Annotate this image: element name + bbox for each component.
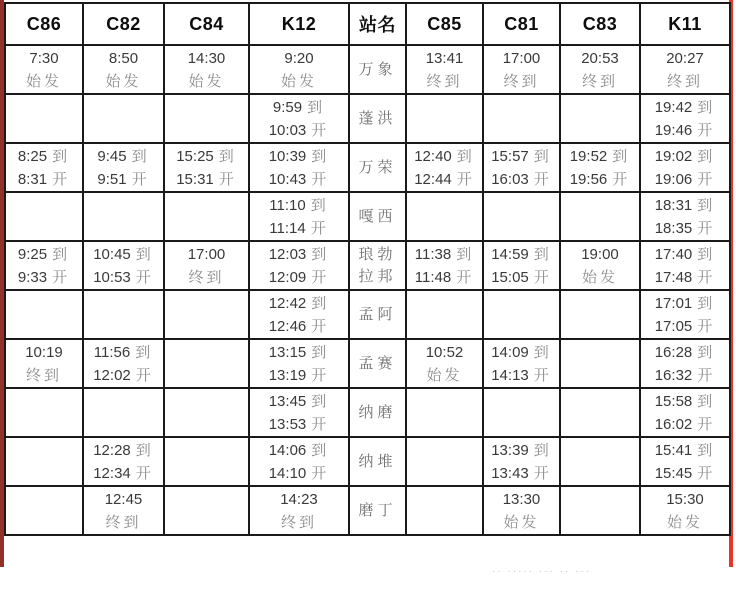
time-cell: [83, 339, 164, 388]
timetable-body: [5, 45, 730, 535]
time-cell: [249, 437, 349, 486]
time-cell: [640, 45, 730, 94]
time-line: 12:02 开: [93, 366, 154, 384]
time-cell: [640, 388, 730, 437]
time-line: 10:43 开: [268, 170, 330, 188]
time-cell: [406, 486, 483, 535]
time-line: 14:23: [280, 490, 318, 508]
time-cell: [483, 241, 560, 290]
time-line: 14:59 到: [491, 245, 552, 263]
station-row: [5, 290, 730, 339]
header-row: [5, 3, 730, 45]
time-line: 19:52 到: [569, 147, 631, 165]
station-name-cell: 嘎西: [349, 192, 406, 241]
station-row: [5, 192, 730, 241]
time-cell: [5, 241, 83, 290]
time-cell: [560, 94, 640, 143]
time-line: 9:45 到: [97, 147, 150, 165]
time-line: 13:53 开: [268, 415, 330, 433]
time-cell: [5, 388, 83, 437]
time-cell: [640, 241, 730, 290]
time-cell: [640, 486, 730, 535]
time-cell: [164, 290, 249, 339]
time-line: 19:06 开: [654, 170, 716, 188]
time-line: 15:45 开: [654, 464, 716, 482]
time-cell: [5, 486, 83, 535]
station-row: [5, 437, 730, 486]
time-line: 18:35 开: [654, 219, 716, 237]
time-line: 终到: [581, 72, 618, 90]
time-cell: [483, 339, 560, 388]
time-line: 始发: [188, 72, 225, 90]
column-header-K11: K11: [640, 3, 730, 45]
time-line: 始发: [426, 366, 463, 384]
time-line: 10:45 到: [93, 245, 154, 263]
station-row: [5, 388, 730, 437]
time-line: 14:10 开: [268, 464, 330, 482]
time-line: 19:00: [581, 245, 619, 263]
time-cell: [560, 241, 640, 290]
time-cell: [249, 94, 349, 143]
time-line: 终到: [503, 72, 540, 90]
station-row: [5, 339, 730, 388]
time-cell: [249, 290, 349, 339]
time-line: 11:56 到: [93, 343, 154, 361]
train-timetable: [4, 2, 731, 536]
time-line: 12:34 开: [93, 464, 154, 482]
station-name-cell: 纳磨: [349, 388, 406, 437]
time-cell: [164, 94, 249, 143]
column-header-C84: C84: [164, 3, 249, 45]
time-cell: [83, 192, 164, 241]
time-line: 14:06 到: [268, 441, 330, 459]
watermark: ·· ····· ··· ·· ···: [492, 566, 592, 577]
station-name-cell: 孟阿: [349, 290, 406, 339]
time-line: 9:59 到: [272, 98, 326, 116]
time-cell: [83, 45, 164, 94]
time-cell: [249, 241, 349, 290]
time-cell: [640, 437, 730, 486]
column-header-C83: C83: [560, 3, 640, 45]
time-cell: [249, 192, 349, 241]
station-row: [5, 241, 730, 290]
time-cell: [640, 94, 730, 143]
time-cell: [83, 388, 164, 437]
time-line: 13:43 开: [491, 464, 552, 482]
time-cell: [560, 486, 640, 535]
time-line: 16:03 开: [491, 170, 552, 188]
time-cell: [249, 339, 349, 388]
time-cell: [249, 388, 349, 437]
time-line: 17:48 开: [654, 268, 716, 286]
time-line: 终到: [426, 72, 463, 90]
time-line: 18:31 到: [654, 196, 716, 214]
time-line: 8:25 到: [17, 147, 71, 165]
time-line: 15:25 到: [176, 147, 237, 165]
time-line: 始发: [280, 72, 317, 90]
time-cell: [164, 437, 249, 486]
time-line: 8:50: [108, 49, 139, 67]
time-line: 10:52: [425, 343, 464, 361]
time-line: 17:00: [502, 49, 541, 67]
time-cell: [406, 143, 483, 192]
column-header-站名: 站名: [349, 3, 406, 45]
time-line: 9:33 开: [17, 268, 71, 286]
time-cell: [83, 241, 164, 290]
time-cell: [5, 192, 83, 241]
time-line: 15:05 开: [491, 268, 552, 286]
time-line: 11:14 开: [269, 219, 329, 237]
time-cell: [164, 388, 249, 437]
time-line: 13:19 开: [268, 366, 330, 384]
time-cell: [249, 486, 349, 535]
time-cell: [164, 192, 249, 241]
station-name-cell: 孟赛: [349, 339, 406, 388]
time-cell: [164, 143, 249, 192]
time-cell: [406, 45, 483, 94]
time-cell: [164, 241, 249, 290]
time-cell: [5, 94, 83, 143]
time-line: 19:46 开: [654, 121, 716, 139]
time-line: 始发: [503, 513, 540, 531]
time-line: 12:28 到: [93, 441, 154, 459]
time-line: 终到: [666, 72, 703, 90]
column-header-C86: C86: [5, 3, 83, 45]
time-cell: [406, 388, 483, 437]
time-cell: [483, 94, 560, 143]
time-line: 19:02 到: [654, 147, 716, 165]
time-line: 7:30: [29, 49, 59, 67]
time-line: 终到: [25, 366, 62, 384]
time-line: 12:03 到: [268, 245, 330, 263]
time-line: 终到: [188, 268, 225, 286]
station-name-cell: 琅勃拉邦: [349, 241, 406, 290]
time-line: 17:40 到: [654, 245, 716, 263]
time-line: 13:41: [425, 49, 464, 67]
time-cell: [483, 290, 560, 339]
time-line: 11:10 到: [269, 196, 329, 214]
time-cell: [83, 437, 164, 486]
time-line: 15:58 到: [654, 392, 716, 410]
time-cell: [83, 486, 164, 535]
time-line: 9:20: [284, 49, 314, 67]
time-cell: [5, 339, 83, 388]
time-line: 15:57 到: [491, 147, 552, 165]
column-header-C82: C82: [83, 3, 164, 45]
time-line: 12:40 到: [414, 147, 475, 165]
time-cell: [560, 192, 640, 241]
time-line: 12:46 开: [268, 317, 330, 335]
time-cell: [640, 192, 730, 241]
time-line: 13:15 到: [268, 343, 330, 361]
time-line: 16:32 开: [654, 366, 716, 384]
time-cell: [560, 437, 640, 486]
time-cell: [640, 290, 730, 339]
time-line: 15:30: [666, 490, 704, 508]
time-line: 12:42 到: [268, 294, 330, 312]
time-cell: [406, 94, 483, 143]
time-cell: [406, 290, 483, 339]
time-cell: [560, 290, 640, 339]
time-line: 13:39 到: [491, 441, 552, 459]
time-cell: [483, 192, 560, 241]
time-cell: [164, 45, 249, 94]
time-cell: [5, 437, 83, 486]
time-cell: [5, 143, 83, 192]
time-cell: [560, 388, 640, 437]
time-line: 始发: [666, 513, 703, 531]
time-line: 10:19: [25, 343, 63, 361]
time-cell: [164, 339, 249, 388]
time-line: 19:42 到: [654, 98, 716, 116]
time-cell: [483, 437, 560, 486]
time-line: 始发: [25, 72, 62, 90]
time-line: 19:56 开: [569, 170, 631, 188]
station-name-cell: 万象: [349, 45, 406, 94]
column-header-K12: K12: [249, 3, 349, 45]
time-line: 14:09 到: [491, 343, 552, 361]
time-cell: [164, 486, 249, 535]
station-row: [5, 94, 730, 143]
time-cell: [249, 45, 349, 94]
time-cell: [640, 143, 730, 192]
station-row: [5, 143, 730, 192]
station-name-cell: 磨丁: [349, 486, 406, 535]
time-cell: [483, 143, 560, 192]
column-header-C85: C85: [406, 3, 483, 45]
time-line: 14:30: [187, 49, 226, 67]
station-name-cell: 纳堆: [349, 437, 406, 486]
time-line: 17:01 到: [654, 294, 716, 312]
time-cell: [5, 45, 83, 94]
time-cell: [83, 143, 164, 192]
time-line: 13:45 到: [268, 392, 330, 410]
time-cell: [483, 486, 560, 535]
time-line: 14:13 开: [491, 366, 552, 384]
time-line: 17:00: [187, 245, 226, 263]
time-line: 15:31 开: [176, 170, 237, 188]
time-line: 12:45: [104, 490, 143, 508]
time-cell: [83, 290, 164, 339]
time-cell: [406, 339, 483, 388]
time-line: 10:03 开: [268, 121, 330, 139]
time-line: 9:51 开: [97, 170, 150, 188]
time-line: 20:53: [581, 49, 619, 67]
station-name-cell: 万荣: [349, 143, 406, 192]
time-line: 8:31 开: [17, 170, 71, 188]
time-line: 9:25 到: [17, 245, 71, 263]
time-line: 始发: [581, 268, 618, 286]
time-line: 13:30: [502, 490, 541, 508]
time-cell: [406, 192, 483, 241]
time-cell: [640, 339, 730, 388]
station-row: [5, 486, 730, 535]
time-cell: [483, 388, 560, 437]
time-line: 10:39 到: [268, 147, 330, 165]
time-line: 12:09 开: [268, 268, 330, 286]
time-line: 终到: [280, 513, 317, 531]
time-cell: [5, 290, 83, 339]
time-cell: [560, 143, 640, 192]
time-line: 12:44 开: [414, 170, 475, 188]
station-row: [5, 45, 730, 94]
time-line: 10:53 开: [93, 268, 154, 286]
time-cell: [560, 45, 640, 94]
time-cell: [406, 437, 483, 486]
time-line: 终到: [105, 513, 142, 531]
time-line: 始发: [105, 72, 142, 90]
time-line: 11:48 开: [414, 268, 475, 286]
time-line: 17:05 开: [654, 317, 716, 335]
time-line: 16:02 开: [654, 415, 716, 433]
time-cell: [483, 45, 560, 94]
column-header-C81: C81: [483, 3, 560, 45]
time-line: 16:28 到: [654, 343, 716, 361]
time-line: 20:27: [666, 49, 704, 67]
time-cell: [249, 143, 349, 192]
station-name-cell: 蓬洪: [349, 94, 406, 143]
time-cell: [406, 241, 483, 290]
time-cell: [83, 94, 164, 143]
time-line: 15:41 到: [654, 441, 716, 459]
time-cell: [560, 339, 640, 388]
time-line: 11:38 到: [414, 245, 475, 263]
